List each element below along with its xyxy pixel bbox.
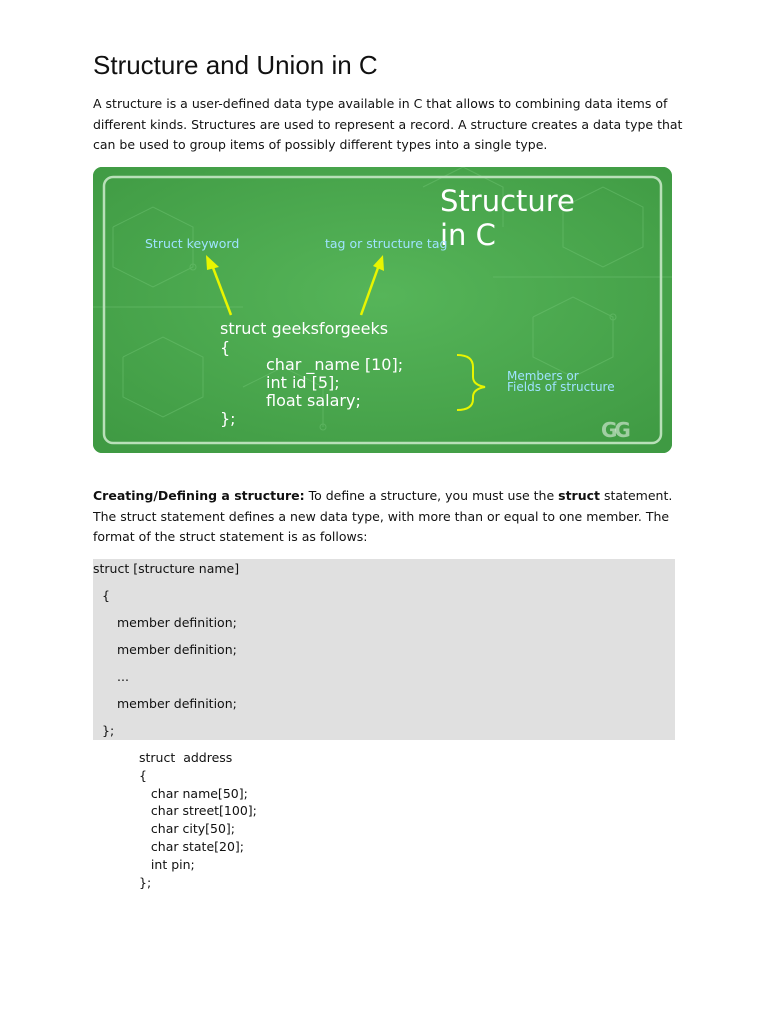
- infographic-code-line: int id [5];: [266, 373, 340, 392]
- code-line: struct address: [139, 750, 233, 765]
- code-line: char street[100];: [139, 803, 257, 819]
- structure-tag-label: tag or structure tag: [325, 236, 448, 251]
- definition-text: To define a structure, you must use the: [304, 488, 559, 503]
- infographic-code-line: struct geeksforgeeks: [220, 319, 389, 338]
- example-code-block: [139, 749, 257, 891]
- syntax-line: };: [102, 723, 115, 738]
- struct-keyword: struct: [558, 488, 601, 503]
- code-line: };: [139, 874, 152, 890]
- syntax-line: member definition;: [117, 696, 237, 711]
- syntax-line: struct [structure name]: [93, 561, 240, 576]
- code-line: char name[50];: [139, 785, 248, 801]
- syntax-line: {: [102, 588, 110, 603]
- infographic-code-line: float salary;: [266, 391, 361, 410]
- infographic-code-line: {: [220, 338, 231, 357]
- members-label: [507, 371, 615, 393]
- infographic-code-line: char _name [10];: [266, 355, 404, 374]
- code-line: int pin;: [139, 856, 195, 872]
- infographic-title: Structure in C: [440, 184, 575, 252]
- gfg-logo: GG: [601, 418, 628, 442]
- intro-paragraph: A structure is a user-defined data type available in C that allows to combining data items of different kinds. Structures are used to represent a record. A structure creates a data type that can be used to group items of possibly different types into a single type.: [93, 96, 683, 152]
- definition-text: statement. The struct statement defines a new data type, with more than or equal to one member. The format of the struct statement is as follows:: [93, 488, 673, 544]
- definition-heading: Creating/Defining a structure:: [93, 488, 305, 503]
- code-line: char city[50];: [139, 821, 236, 837]
- code-line: char state[20];: [139, 838, 245, 854]
- members-label-line: Fields of structure: [507, 380, 615, 394]
- syntax-line: member definition;: [117, 615, 237, 630]
- definition-paragraph: [93, 486, 683, 548]
- code-line: {: [139, 767, 147, 783]
- syntax-line: ...: [117, 669, 129, 684]
- struct-keyword-label: Struct keyword: [145, 236, 240, 251]
- syntax-line: member definition;: [117, 642, 237, 657]
- infographic-code-line: };: [220, 409, 236, 428]
- members-label-line: Members or: [507, 369, 579, 383]
- page-title: Structure and Union in C: [93, 50, 378, 80]
